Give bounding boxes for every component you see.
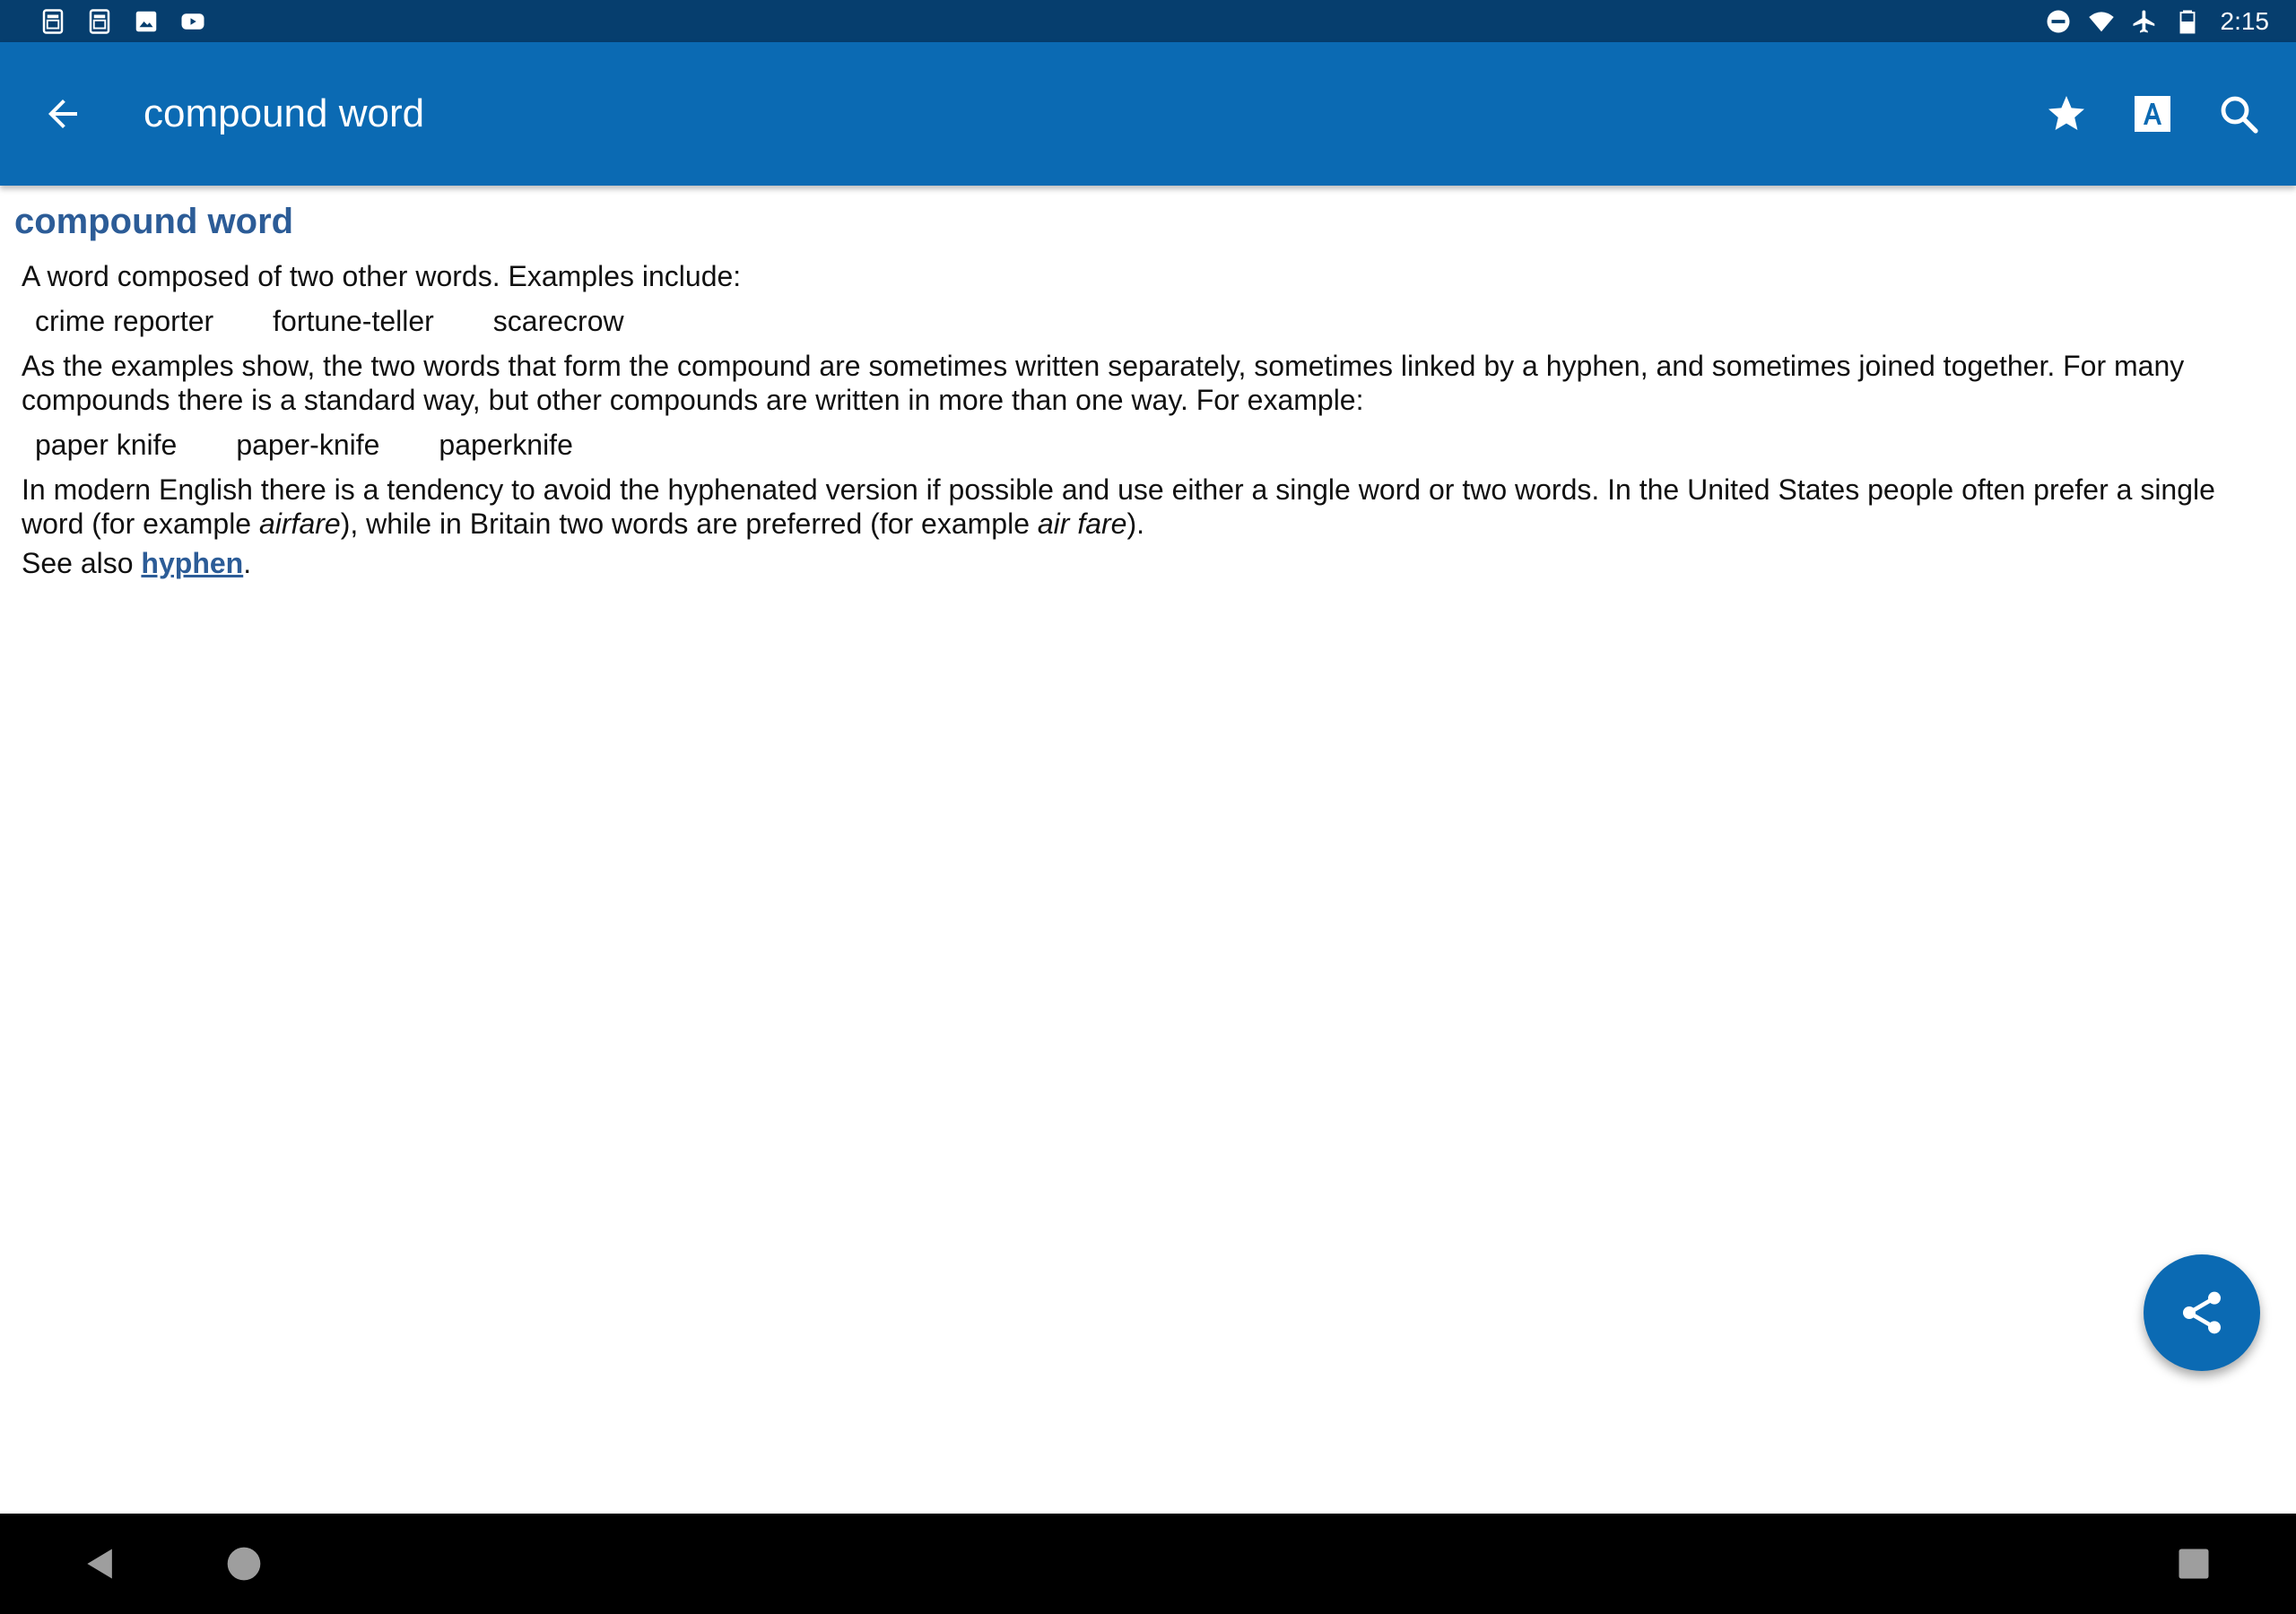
see-also-prefix: See also: [22, 547, 142, 579]
status-left: [0, 6, 208, 37]
example-item: fortune-teller: [273, 305, 434, 337]
examples-row-1: [35, 304, 624, 338]
translate-icon: [2131, 92, 2174, 135]
translate-button[interactable]: [2124, 85, 2181, 143]
nav-recents-button[interactable]: [2167, 1537, 2221, 1591]
example-item: paper-knife: [236, 429, 380, 461]
example-item: paperknife: [439, 429, 573, 461]
youtube-icon: [178, 6, 208, 37]
app-bar: [0, 42, 2296, 186]
share-button[interactable]: [2144, 1254, 2260, 1371]
do-not-disturb-icon: [2043, 6, 2074, 37]
arrow-back-icon: [41, 92, 84, 135]
paragraph-3-text-c: ).: [1126, 508, 1145, 540]
home-icon: [224, 1544, 264, 1584]
entry-content: [0, 186, 2296, 1513]
nav-back-button[interactable]: [74, 1537, 127, 1591]
nav-home-button[interactable]: [217, 1537, 271, 1591]
example-airfare: airfare: [258, 508, 341, 540]
navigation-bar: [0, 1514, 2296, 1614]
paragraph-3-text-b: ), while in Britain two words are preferred (for example: [340, 508, 1038, 540]
definition-text: A word composed of two other words. Examples include:: [22, 260, 742, 292]
examples-row-2: [35, 428, 573, 462]
see-also-suffix: .: [243, 547, 252, 579]
status-right: [2043, 6, 2296, 37]
battery-icon: [2172, 6, 2203, 37]
paragraph-3: [22, 473, 2264, 541]
airplane-icon: [2129, 6, 2160, 37]
notification-icon: [84, 6, 115, 37]
back-icon: [81, 1544, 120, 1584]
recents-icon: [2174, 1544, 2213, 1584]
paragraph-3-text-a: In modern English there is a tendency to avoid the hyphenated version if possible and use either a single word or two words. In the United States people often prefer a single word (for example: [22, 473, 2215, 540]
share-icon: [2177, 1288, 2227, 1338]
search-button[interactable]: [2210, 85, 2267, 143]
favorite-button[interactable]: [2038, 85, 2095, 143]
notification-icon: [38, 6, 68, 37]
back-button[interactable]: [30, 85, 95, 143]
entry-title: compound word: [14, 202, 294, 241]
status-bar: [0, 0, 2296, 42]
star-icon: [2045, 92, 2088, 135]
see-also: [22, 546, 2264, 580]
page-title: compound word: [144, 91, 425, 135]
example-air-fare: air fare: [1037, 508, 1127, 540]
search-icon: [2217, 92, 2260, 135]
wifi-icon: [2086, 6, 2117, 37]
example-item: crime reporter: [35, 305, 214, 337]
hyphen-link[interactable]: hyphen: [141, 547, 244, 579]
example-item: scarecrow: [492, 305, 624, 337]
status-time: 2:15: [2220, 6, 2269, 35]
paragraph-2: As the examples show, the two words that form the compound are sometimes written separately, sometimes linked by a hyphen, and sometimes joined together. For many compounds there is a standard way, but other compounds are written in more than one way. For example:: [22, 350, 2185, 416]
example-item: paper knife: [35, 429, 178, 461]
image-icon: [131, 6, 161, 37]
